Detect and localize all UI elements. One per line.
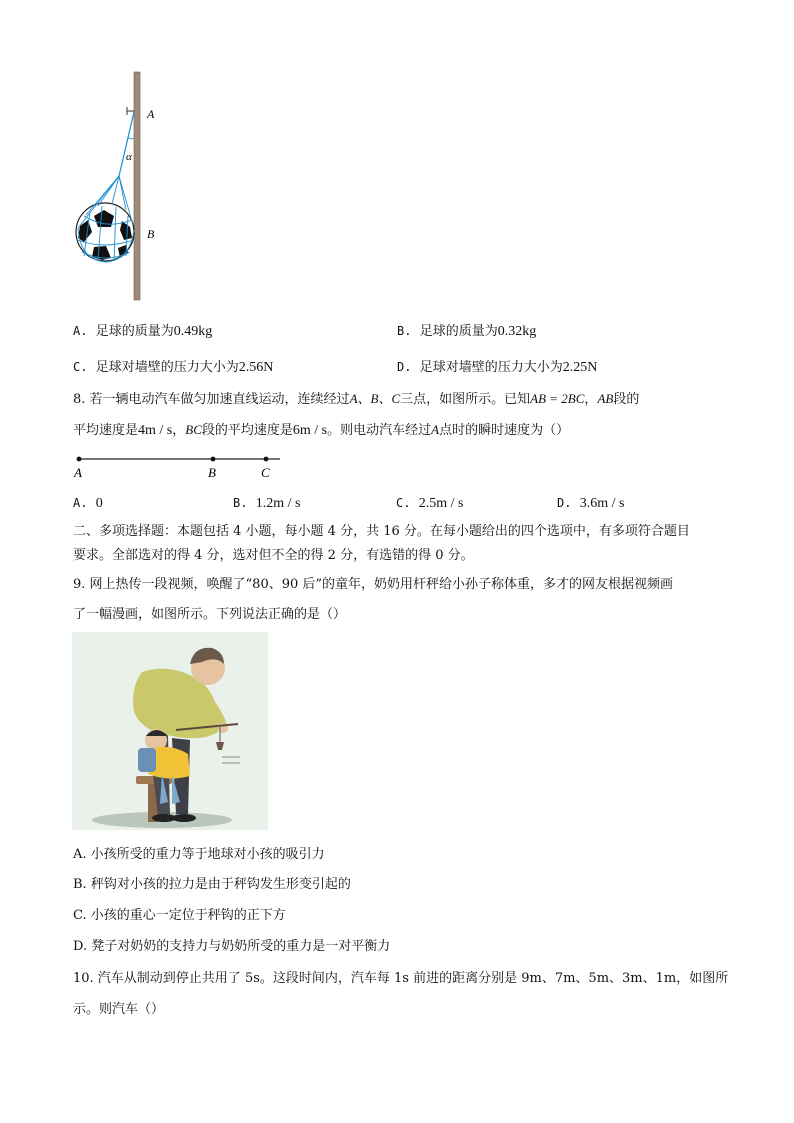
q7-option-d: D. 足球对墙壁的压力大小为2.25N: [397, 360, 598, 375]
q8-option-d: D. 3.6m / s: [557, 496, 625, 511]
q7-option-b: B. 足球的质量为0.32kg: [397, 324, 537, 339]
point-c-dot: [264, 457, 269, 462]
q9-option-c: C. 小孩的重心一定位于秤钩的正下方: [73, 908, 286, 923]
q9-option-d: D. 凳子对奶奶的支持力与奶奶所受的重力是一对平衡力: [73, 939, 391, 954]
point-b-label: B: [147, 227, 155, 241]
grandma-scale-illustration: [72, 632, 268, 830]
q9-option-a: A. 小孩所受的重力等于地球对小孩的吸引力: [73, 847, 325, 862]
line-point-b-label: B: [208, 465, 216, 480]
ball-wall-figure: [70, 70, 170, 302]
section-2-line-1: 二、多项选择题：本题包括 4 小题，每小题 4 分，共 16 分。在每小题给出的四个选项中，有多项符合题目: [73, 524, 690, 539]
section-2-line-2: 要求。全部选对的得 4 分，选对但不全的得 2 分，有选错的得 0 分。: [73, 548, 474, 563]
point-a-label: A: [147, 107, 155, 121]
q8-option-c: C. 2.5m / s: [396, 496, 464, 511]
line-point-a-label: A: [74, 465, 82, 480]
q7-option-c: C. 足球对墙壁的压力大小为2.56N: [73, 360, 274, 375]
q7-option-a: A. 足球的质量为0.49kg: [73, 324, 213, 339]
q10-line-1: 10. 汽车从制动到停止共用了 5s。这段时间内，汽车每 1s 前进的距离分别是 9m、7m、5m、3m、1m，如图所: [73, 971, 729, 986]
q8-line-2: 平均速度是4m / s，BC段的平均速度是6m / s。则电动汽车经过A点时的瞬时速度为（）: [73, 422, 570, 438]
q8-option-b: B. 1.2m / s: [233, 496, 301, 511]
q8-line-1: 8. 若一辆电动汽车做匀加速直线运动，连续经过A、B、C三点，如图所示。已知AB = 2BC，AB段的: [73, 391, 640, 407]
q9-option-b: B. 秤钩对小孩的拉力是由于秤钩发生形变引起的: [73, 877, 351, 892]
q10-line-2: 示。则汽车（）: [73, 1002, 165, 1017]
q9-line-1: 9. 网上热传一段视频，唤醒了“80、90 后”的童年，奶奶用杆秤给小孙子称体重，多才的网友根据视频画: [73, 577, 674, 592]
q9-line-2: 了一幅漫画，如图所示。下列说法正确的是（）: [73, 607, 347, 622]
q8-line-figure: [70, 450, 290, 482]
q8-option-a: A. 0: [73, 496, 103, 511]
point-b-dot: [211, 457, 216, 462]
alpha-label: α: [126, 151, 132, 163]
line-point-c-label: C: [261, 465, 270, 480]
point-a-dot: [77, 457, 82, 462]
